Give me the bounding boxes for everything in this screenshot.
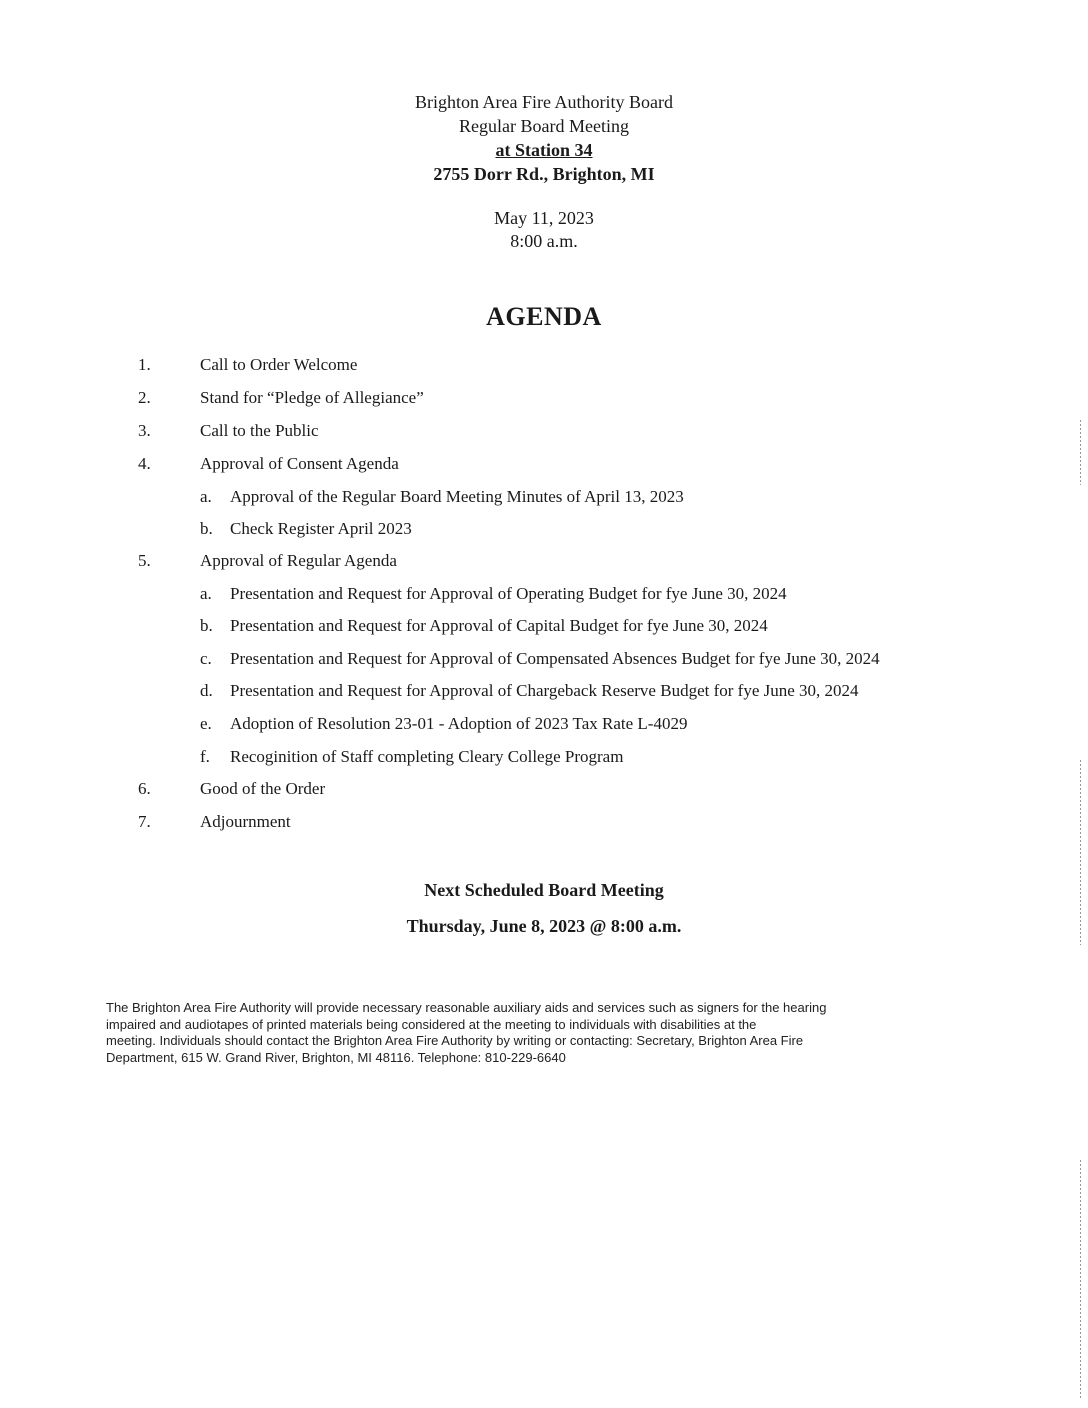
item-number: 6. [138,779,151,798]
subitem-text: Presentation and Request for Approval of Capital Budget for fye June 30, 2024 [230,616,768,635]
next-meeting-heading: Next Scheduled Board Meeting [424,880,664,900]
meeting-date: May 11, 2023 [494,208,594,228]
item-number: 4. [138,454,151,473]
item-number: 7. [138,812,151,831]
item-text: Approval of Consent Agenda [200,454,399,473]
subitem-letter: c. [200,649,212,668]
agenda-title: AGENDA [486,302,602,331]
subitem-text: Approval of the Regular Board Meeting Minutes of April 13, 2023 [230,487,684,506]
subitem-text: Check Register April 2023 [230,519,412,538]
item-text: Good of the Order [200,779,326,798]
subitem-letter: d. [200,681,213,700]
item-text: Stand for “Pledge of Allegiance” [200,388,424,407]
meeting-location: at Station 34 [495,140,593,160]
item-text: Call to the Public [200,421,319,440]
subitem-text: Presentation and Request for Approval of Compensated Absences Budget for fye June 30, 2024 [230,649,880,668]
notice-line: Department, 615 W. Grand River, Brighton, MI 48116. Telephone: 810-229-6640 [106,1049,566,1065]
subitem-letter: f. [200,747,210,766]
next-meeting-datetime: Thursday, June 8, 2023 @ 8:00 a.m. [406,916,682,936]
subitem-letter: b. [200,616,213,635]
subitem-text: Presentation and Request for Approval of Chargeback Reserve Budget for fye June 30, 2024 [230,681,859,700]
subitem-letter: a. [200,487,212,506]
scan-edge-mark [1080,420,1081,485]
meeting-datetime [0,207,1088,253]
subitem-text: Recoginition of Staff completing Cleary College Program [230,747,624,766]
subitem-text: Presentation and Request for Approval of Operating Budget for fye June 30, 2024 [230,584,787,603]
item-text: Call to Order Welcome [200,355,358,374]
scan-edge-mark [1080,1160,1081,1400]
item-text: Adjournment [200,812,291,831]
notice-line: meeting. Individuals should contact the Brighton Area Fire Authority by writing or contacting: Secretary, Brighton Area Fire [106,1033,804,1048]
subitem-text: Adoption of Resolution 23-01 - Adoption of 2023 Tax Rate L-4029 [230,714,688,733]
meeting-header [0,90,1088,186]
item-number: 2. [138,388,151,407]
accessibility-notice [106,1000,976,1066]
notice-line: The Brighton Area Fire Authority will provide necessary reasonable auxiliary aids and services such as signers for the hearing [106,1000,827,1015]
item-text: Approval of Regular Agenda [200,551,397,570]
item-number: 5. [138,551,151,570]
scan-edge-mark [1080,760,1081,945]
subitem-letter: e. [200,714,212,733]
item-number: 3. [138,421,151,440]
meeting-type: Regular Board Meeting [459,116,629,136]
subitem-letter: a. [200,584,212,603]
item-number: 1. [138,355,151,374]
meeting-time: 8:00 a.m. [510,231,578,251]
meeting-address: 2755 Dorr Rd., Brighton, MI [433,164,655,184]
subitem-letter: b. [200,519,213,538]
notice-line: impaired and audiotapes of printed materials being considered at the meeting to individuals with disabilities at the [106,1016,757,1032]
organization-name: Brighton Area Fire Authority Board [415,92,673,112]
